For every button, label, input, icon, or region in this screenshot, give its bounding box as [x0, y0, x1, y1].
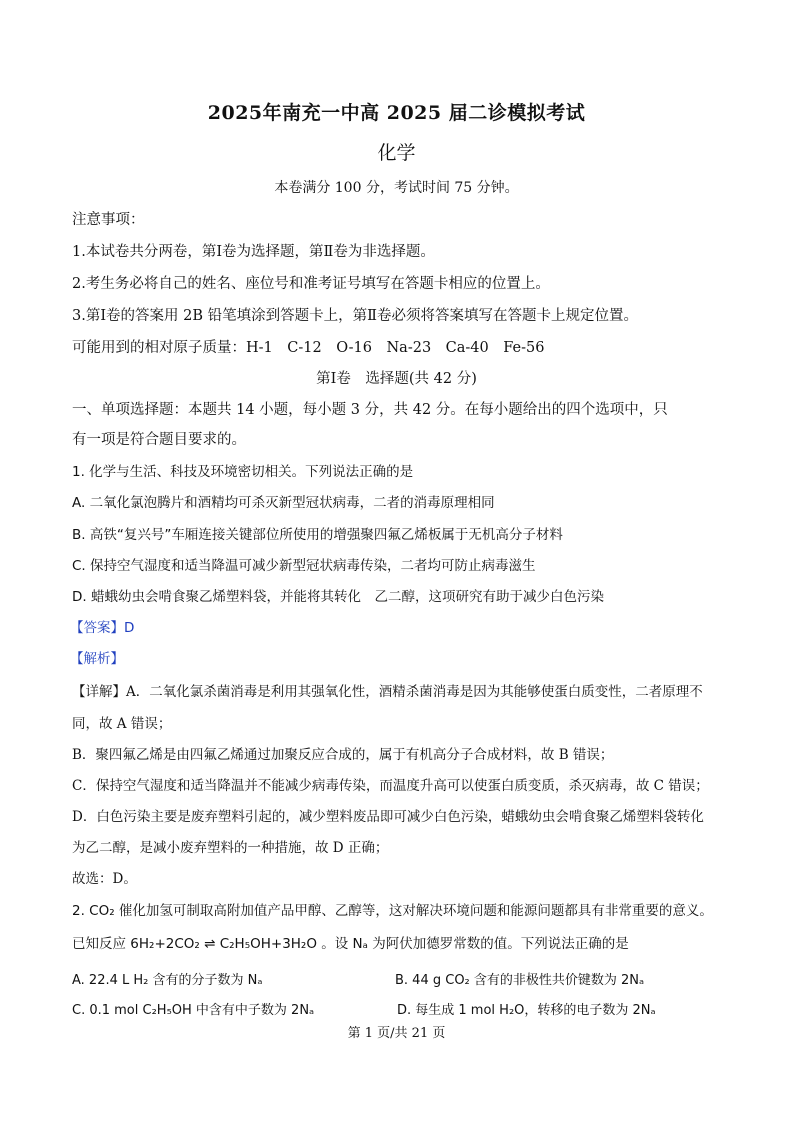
note-item: 1.本试卷共分两卷，第Ⅰ卷为选择题，第Ⅱ卷为非选择题。: [72, 244, 435, 260]
explanation-line: C．保持空气湿度和适当降温并不能减少病毒传染，而温度升高可以使蛋白质变质，杀灭病毒，故 C 错误；: [72, 778, 709, 794]
section-instruction: 有一项是符合题目要求的。: [72, 432, 246, 448]
explanation-line: D．白色污染主要是废弃塑料引起的，减少塑料废品即可减少白色污染，蜡蛾幼虫会啃食聚乙烯塑料袋转化: [72, 809, 704, 825]
note-item: 2.考生务必将自己的姓名、座位号和准考证号填写在答题卡相应的位置上。: [72, 276, 550, 292]
question-2-option-c: C. 0.1 mol C₂H₅OH 中含有中子数为 2Nₐ: [72, 1003, 315, 1018]
notes-heading: 注意事项：: [72, 212, 145, 228]
subject-title: 化学: [377, 142, 416, 164]
answer-tag: 【答案】D: [70, 620, 135, 636]
question-1-option-b: B. 高铁“复兴号”车厢连接关键部位所使用的增强聚四氟乙烯板属于无机高分子材料: [72, 527, 563, 543]
question-2-stem: 已知反应 6H₂+2CO₂ ⇌ C₂H₅OH+3H₂O 。设 Nₐ 为阿伏加德罗常数的值。下列说法正确的是: [72, 936, 629, 952]
analysis-tag: 【解析】: [70, 651, 124, 667]
note-item: 3.第Ⅰ卷的答案用 2B 铅笔填涂到答题卡上，第Ⅱ卷必须将答案填写在答题卡上规定位置。: [72, 308, 639, 324]
explanation-line: [72, 680, 703, 700]
question-1-option-a: A. 二氧化氯泡腾片和酒精均可杀灭新型冠状病毒，二者的消毒原理相同: [72, 495, 495, 511]
page-footer: 第 1 页/共 21 页: [347, 1026, 446, 1041]
exam-title: 2025年南充一中高 2025 届二诊模拟考试: [207, 102, 586, 124]
question-2-option-a: A. 22.4 L H₂ 含有的分子数为 Nₐ: [72, 973, 263, 988]
explanation-line: B．聚四氟乙烯是由四氟乙烯通过加聚反应合成的，属于有机高分子合成材料，故 B 错误；: [72, 747, 614, 763]
explanation-line: 为乙二醇，是减小废弃塑料的一种措施，故 D 正确；: [72, 840, 389, 856]
exam-meta: 本卷满分 100 分，考试时间 75 分钟。: [274, 180, 519, 196]
section-instruction: 一、单项选择题：本题共 14 小题，每小题 3 分，共 42 分。在每小题给出的四个选项中，只: [72, 402, 668, 418]
explanation-text: A．二氧化氯杀菌消毒是利用其强氧化性，酒精杀菌消毒是因为其能够使蛋白质变性，二者原理不: [126, 684, 703, 700]
question-1-option-c: C. 保持空气湿度和适当降温可减少新型冠状病毒传染，二者均可防止病毒滋生: [72, 558, 536, 574]
question-2-option-b: B. 44 g CO₂ 含有的非极性共价键数为 2Nₐ: [395, 973, 645, 988]
explanation-line: 故选：D。: [72, 871, 137, 887]
detail-tag: 【详解】: [72, 684, 126, 700]
atomic-masses: 可能用到的相对原子质量：H-1 C-12 O-16 Na-23 Ca-40 Fe-56: [72, 340, 545, 356]
question-2-option-d: D. 每生成 1 mol H₂O，转移的电子数为 2Nₐ: [397, 1003, 656, 1018]
question-1-option-d: D. 蜡蛾幼虫会啃食聚乙烯塑料袋，并能将其转化 乙二醇，这项研究有助于减少白色污染: [72, 589, 604, 605]
question-2-stem: 2. CO₂ 催化加氢可制取高附加值产品甲醇、乙醇等，这对解决环境问题和能源问题都具有非常重要的意义。: [72, 903, 713, 919]
explanation-line: 同，故 A 错误；: [72, 716, 172, 732]
section-title: 第Ⅰ卷 选择题(共 42 分): [316, 371, 477, 387]
question-1-stem: 1. 化学与生活、科技及环境密切相关。下列说法正确的是: [72, 464, 414, 480]
